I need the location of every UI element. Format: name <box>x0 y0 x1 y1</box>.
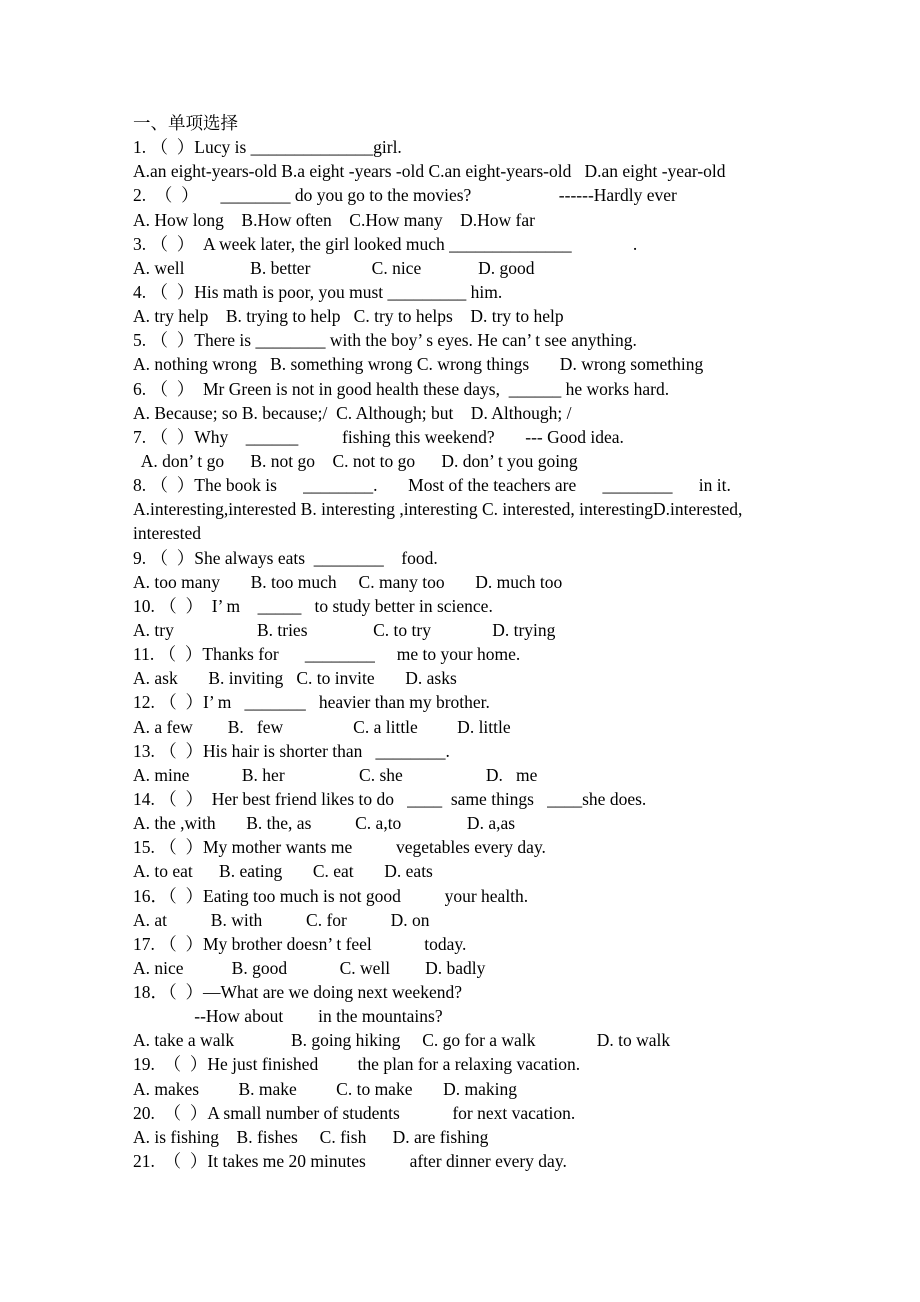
question-10 <box>133 594 823 642</box>
question-5-stem: 5. （ ）There is ________ with the boy’ s eyes. He can’ t see anything. <box>133 330 637 351</box>
question-4-stem: 4. （ ）His math is poor, you must _________ him. <box>133 281 503 302</box>
question-12-options: A. a few B. few C. a little D. little <box>133 716 511 737</box>
question-9-options: A. too many B. too much C. many too D. much too <box>133 571 563 592</box>
question-1-options: A.an eight-years-old B.a eight -years -old C.an eight-years-old D.an eight -year-old <box>133 161 726 182</box>
question-17 <box>133 932 823 980</box>
question-18-stem: 18．（ ）—What are we doing next weekend? <box>133 982 462 1003</box>
question-12 <box>133 690 823 738</box>
question-14-stem: 14. （ ） Her best friend likes to do ____ same things ____she does. <box>133 788 647 809</box>
question-14-options: A. the ,with B. the, as C. a,to D. a,as <box>133 813 516 834</box>
question-8-options: A.interesting,interested B. interesting ,interesting C. interested, interestingD.interested, <box>133 499 743 520</box>
question-12-stem: 12. （ ）I’ m _______ heavier than my brother. <box>133 692 490 713</box>
question-7-stem: 7. （ ）Why ______ fishing this weekend? --- Good idea. <box>133 426 624 447</box>
question-11-stem: 11. （ ）Thanks for ________ me to your home. <box>133 644 521 665</box>
question-1-stem: 1. （ ）Lucy is ______________girl. <box>133 137 402 158</box>
question-2-stem: 2. （ ） ________ do you go to the movies? ------Hardly ever <box>133 185 677 206</box>
question-20-stem: 20. （ ）A small number of students for next vacation. <box>133 1102 576 1123</box>
question-18-stem-2: --How about in the mountains? <box>133 1006 443 1027</box>
question-10-options: A. try B. tries C. to try D. trying <box>133 619 556 640</box>
question-2 <box>133 183 823 231</box>
question-19-stem: 19. （ ）He just finished the plan for a relaxing vacation. <box>133 1054 581 1075</box>
question-15-stem: 15. （ ）My mother wants me vegetables every day. <box>133 837 546 858</box>
question-20 <box>133 1101 823 1149</box>
question-13-options: A. mine B. her C. she D. me <box>133 764 538 785</box>
question-10-stem: 10. （ ） I’ m _____ to study better in science. <box>133 595 493 616</box>
question-17-options: A. nice B. good C. well D. badly <box>133 957 486 978</box>
question-16 <box>133 884 823 932</box>
question-9 <box>133 546 823 594</box>
question-6-options: A. Because; so B. because;/ C. Although; but D. Although; / <box>133 402 572 423</box>
question-19-options: A. makes B. make C. to make D. making <box>133 1078 517 1099</box>
question-20-options: A. is fishing B. fishes C. fish D. are fishing <box>133 1126 489 1147</box>
question-8-options-overflow: interested <box>133 523 202 544</box>
question-19 <box>133 1052 823 1100</box>
question-3 <box>133 232 823 280</box>
question-11 <box>133 642 823 690</box>
question-16-stem: 16．（ ）Eating too much is not good your health. <box>133 885 529 906</box>
question-8 <box>133 473 823 545</box>
document-body <box>133 111 823 1173</box>
question-3-options: A. well B. better C. nice D. good <box>133 257 535 278</box>
question-7-options: A. don’ t go B. not go C. not to go D. don’ t you going <box>133 450 578 471</box>
question-6-stem: 6. （ ） Mr Green is not in good health these days, ______ he works hard. <box>133 378 670 399</box>
question-18 <box>133 980 823 1052</box>
question-3-stem: 3. （ ） A week later, the girl looked much ______________ . <box>133 233 638 254</box>
question-8-stem: 8. （ ）The book is ________. Most of the teachers are ________ in it. <box>133 475 731 496</box>
question-5-options: A. nothing wrong B. something wrong C. wrong things D. wrong something <box>133 354 704 375</box>
question-17-stem: 17. （ ）My brother doesn’ t feel today. <box>133 933 467 954</box>
question-15-options: A. to eat B. eating C. eat D. eats <box>133 861 433 882</box>
question-5 <box>133 328 823 376</box>
question-6 <box>133 377 823 425</box>
section-title: 一、单项选择 <box>133 113 238 133</box>
question-2-options: A. How long B.How often C.How many D.How far <box>133 209 535 230</box>
question-1 <box>133 135 823 183</box>
question-21 <box>133 1149 823 1173</box>
question-16-options: A. at B. with C. for D. on <box>133 909 430 930</box>
question-4-options: A. try help B. trying to help C. try to helps D. try to help <box>133 306 564 327</box>
question-7 <box>133 425 823 473</box>
question-13 <box>133 739 823 787</box>
question-4 <box>133 280 823 328</box>
question-21-stem: 21. （ ）It takes me 20 minutes after dinner every day. <box>133 1151 567 1172</box>
question-9-stem: 9. （ ）She always eats ________ food. <box>133 547 438 568</box>
question-13-stem: 13. （ ）His hair is shorter than ________. <box>133 740 450 761</box>
question-11-options: A. ask B. inviting C. to invite D. asks <box>133 668 457 689</box>
question-15 <box>133 835 823 883</box>
question-14 <box>133 787 823 835</box>
question-18-options: A. take a walk B. going hiking C. go for a walk D. to walk <box>133 1030 671 1051</box>
